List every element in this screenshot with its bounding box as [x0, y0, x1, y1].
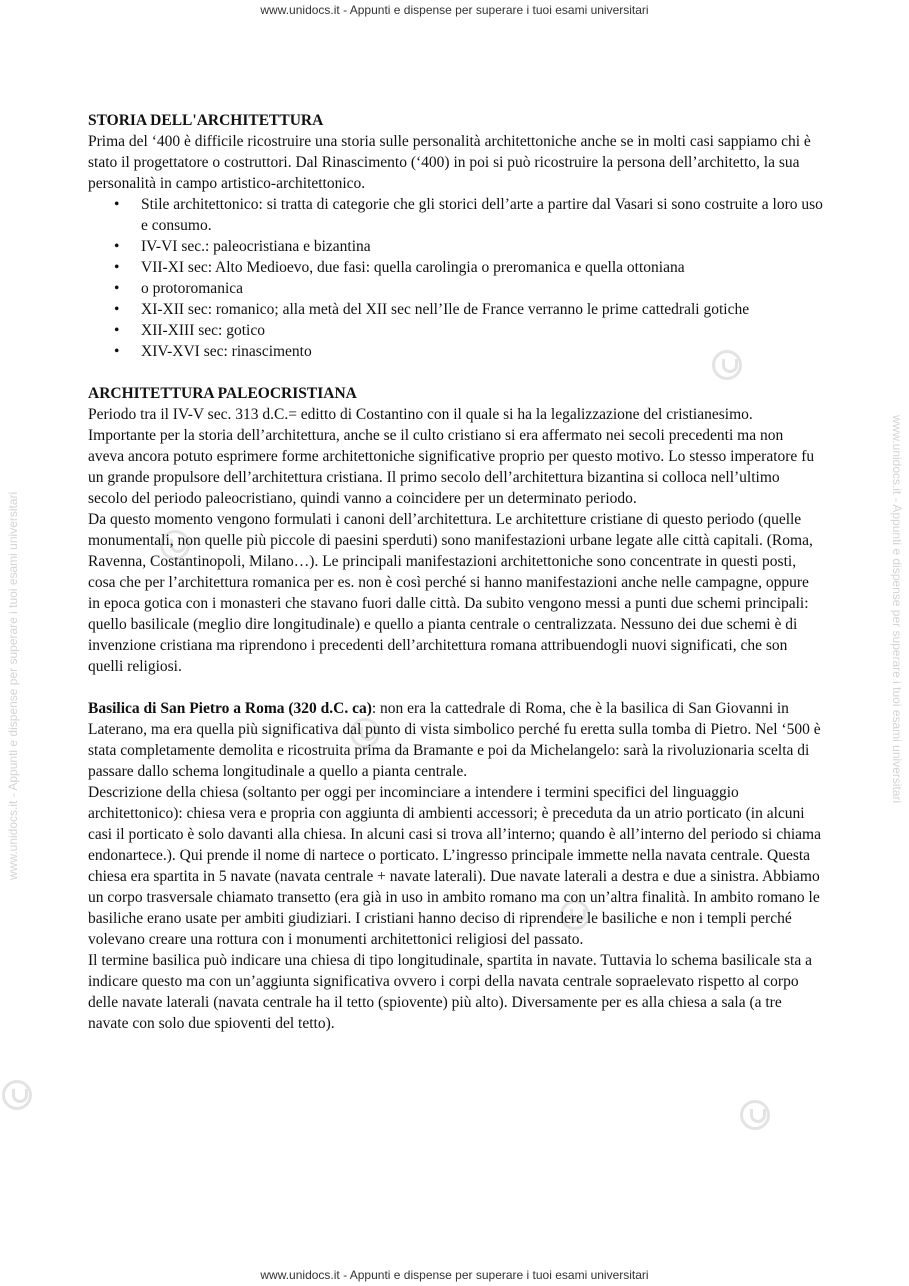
- header-watermark: www.unidocs.it - Appunti e dispense per superare i tuoi esami universitari: [260, 3, 649, 17]
- document-body: [88, 110, 823, 1034]
- paragraph-storia-intro: Prima del ‘400 è difficile ricostruire una storia sulle personalità architettoniche anche se in molti casi sappiamo chi è stato il progettatore o costruttori. Dal Rinascimento (‘400) in poi si può ricostruire la persona dell’architetto, la sua personalità in campo artistico-architettonico.: [88, 133, 811, 192]
- watermark-logo-icon: [740, 1100, 770, 1130]
- basilica-intro-text: : non era la cattedrale di Roma, che è la basilica di San Giovanni in Laterano, ma era quella più significativa dal punto di vista simbolico perché fu eretta sulla tomba di Pietro. Nel ‘500 è stata completamente demolita e ricostruita prima da Bramante e poi da Michelangelo: sarà la rivoluzionaria scelta di passare dallo schema longitudinale a quello a pianta centrale.: [88, 700, 821, 780]
- section-title-paleocristiana: ARCHITETTURA PALEOCRISTIANA: [88, 385, 357, 402]
- paragraph-paleo-2: Da questo momento vengono formulati i canoni dell’architettura. Le architetture cristiane di questo periodo (quelle monumentali, non quelle più piccole di paesini sperduti) sono manifestazioni urbane legate alle città capitali. (Roma, Ravenna, Costantinopoli, Milano…). Le principali manifestazioni architettoniche sono concentrate in questi posti, cosa che per l’architettura romanica per es. non è così perché si hanno manifestazioni anche nelle campagne, oppure in epoca gotica con i monasteri che stavano fuori dalle città. Da subito vengono messi a punti due schemi principali: quello basilicale (meglio dire longitudinale) e quello a pianta centrale o centralizzata. Nessuno dei due schemi è di invenzione cristiana ma riprendono i precedenti dell’architettura romana attribuendogli nuovi significati, che son quelli religiosi.: [88, 511, 813, 675]
- list-item: • XIV-XVI sec: rinascimento: [141, 341, 823, 362]
- list-item: • VII-XI sec: Alto Medioevo, due fasi: quella carolingia o preromanica e quella ottoniana: [141, 257, 823, 278]
- section-title-storia: STORIA DELL'ARCHITETTURA: [88, 112, 324, 129]
- paragraph-paleo-1: Periodo tra il IV-V sec. 313 d.C.= editto di Costantino con il quale si ha la legalizzazione del cristianesimo. Importante per la storia dell’architettura, anche se il culto cristiano si era affermato nei secoli precedenti ma non aveva ancora potuto esprimere forme architettoniche significative proprio per questo motivo. Lo stesso imperatore fu un grande propulsore dell’architettura cristiana. Il primo secolo dell’architettura bizantina si colloca nell’ultimo secolo del periodo paleocristiano, quindi vanno a coincidere per un determinato periodo.: [88, 406, 815, 507]
- paragraph-basilica-2: Descrizione della chiesa (soltanto per oggi per incominciare a intendere i termini specifici del linguaggio architettonico): chiesa vera e propria con aggiunta di ambienti accessori; è preceduta da un atrio porticato (in alcuni casi il porticato è solo davanti alla chiesa. In alcuni casi si trova all’interno; quando è all’interno del periodo si chiama endonartece.). Qui prende il nome di nartece o porticato. L’ingresso principale immette nella navata centrale. Questa chiesa era spartita in 5 navate (navata centrale + navate laterali). Due navate laterali a destra e due a sinistra. Abbiamo un corpo trasversale chiamato transetto (era già in uso in ambito romano ma con un’altra finalità. In ambito romano le basiliche erano usate per ambiti giudiziari. I cristiani hanno deciso di riprendere le basiliche e non i templi perché volevano creare una rottura con i monumenti architettonici religiosi del passato.: [88, 784, 821, 948]
- side-watermark-left: www.unidocs.it - Appunti e dispense per superare i tuoi esami universitari: [6, 491, 20, 880]
- footer-watermark: www.unidocs.it - Appunti e dispense per superare i tuoi esami universitari: [260, 1268, 649, 1282]
- paragraph-basilica-1: [88, 698, 823, 782]
- basilica-title: Basilica di San Pietro a Roma (320 d.C. ca): [88, 700, 372, 717]
- list-item: • XII-XIII sec: gotico: [141, 320, 823, 341]
- list-item: • Stile architettonico: si tratta di categorie che gli storici dell’arte a partire dal Vasari si sono costruite a loro uso e consumo.: [141, 194, 823, 236]
- period-list: [88, 194, 823, 362]
- watermark-logo-icon: [2, 1080, 32, 1110]
- list-item: • XI-XII sec: romanico; alla metà del XII sec nell’Ile de France verranno le prime cattedrali gotiche: [141, 299, 823, 320]
- side-watermark-right: www.unidocs.it - Appunti e dispense per superare i tuoi esami universitari: [890, 415, 904, 804]
- list-item: • IV-VI sec.: paleocristiana e bizantina: [141, 236, 823, 257]
- paragraph-basilica-3: Il termine basilica può indicare una chiesa di tipo longitudinale, spartita in navate. Tuttavia lo schema basilicale sta a indicare questo ma con un’aggiunta significativa ovvero i corpi della navata centrale sopraelevato rispetto al corpo delle navate laterali (navata centrale ha il tetto (spiovente) più alto). Diversamente per es alla chiesa a sala (a tre navate con solo due spioventi del tetto).: [88, 952, 812, 1032]
- list-item: • o protoromanica: [141, 278, 823, 299]
